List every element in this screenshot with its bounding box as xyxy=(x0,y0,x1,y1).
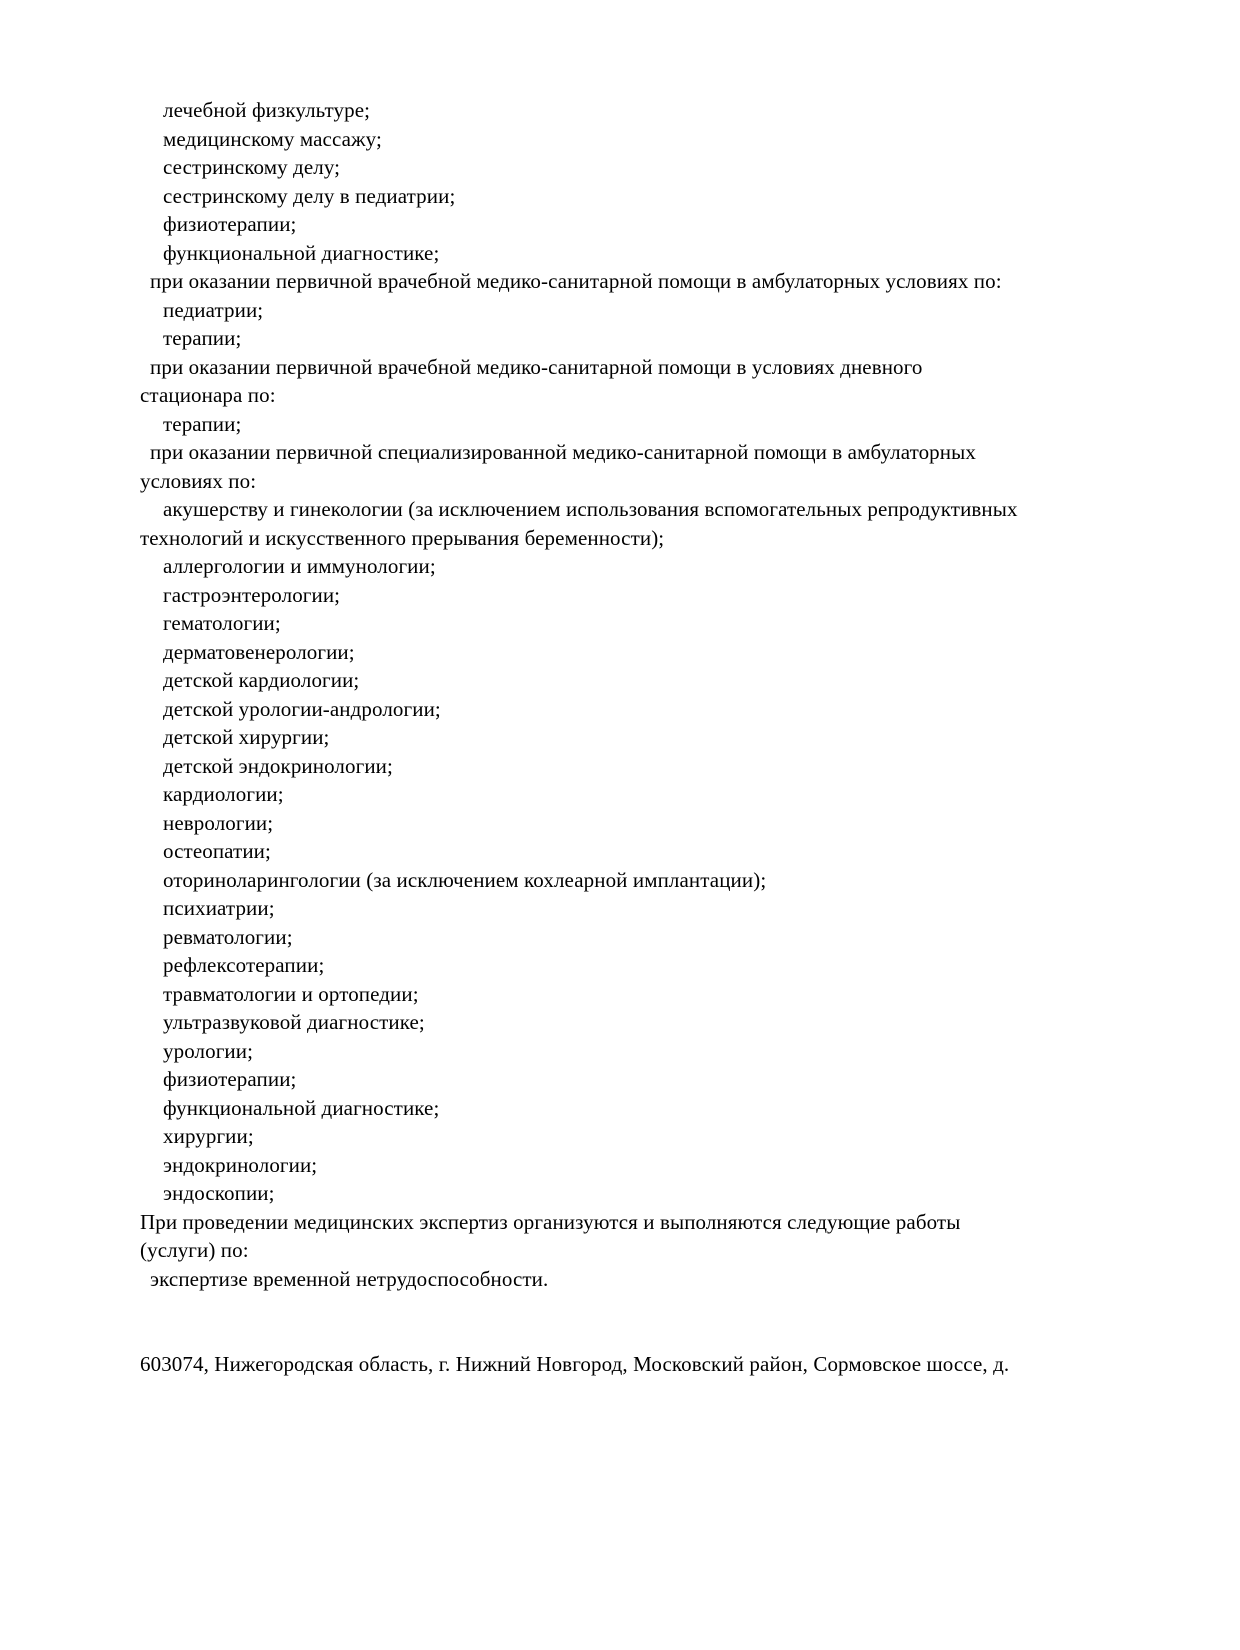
document-line: оториноларингологии (за исключением кохлеарной имплантации); xyxy=(163,867,767,892)
document-line: при оказании первичной врачебной медико-санитарной помощи в условиях дневного xyxy=(150,354,923,379)
document-line: рефлексотерапии; xyxy=(163,953,325,977)
document-line: ультразвуковой диагностике; xyxy=(163,1010,425,1034)
document-line: сестринскому делу в педиатрии; xyxy=(163,183,456,208)
document-line: травматологии и ортопедии; xyxy=(163,981,419,1006)
blank-line xyxy=(140,1322,1130,1351)
document-line: 603074, Нижегородская область, г. Нижний Новгород, Московский район, Сормовское шоссе, д. xyxy=(140,1352,1010,1376)
document-line: при оказании первичной специализированной медико-санитарной помощи в амбулаторных xyxy=(150,440,976,464)
document-line: неврологии; xyxy=(163,810,274,835)
document-line: физиотерапии; xyxy=(163,212,297,236)
document-line: при оказании первичной врачебной медико-санитарной помощи в амбулаторных условиях по: xyxy=(150,269,1002,293)
document-body xyxy=(140,96,1130,1379)
document-line: функциональной диагностике; xyxy=(163,1095,440,1120)
document-line: экспертизе временной нетрудоспособности. xyxy=(150,1266,549,1291)
document-line: физиотерапии; xyxy=(163,1067,297,1091)
document-line: хирургии; xyxy=(163,1124,254,1148)
document-line: урологии; xyxy=(163,1038,254,1063)
document-line: акушерству и гинекологии (за исключением использования вспомогательных репродуктивных xyxy=(163,497,1018,521)
document-line: аллергологии и иммунологии; xyxy=(163,554,436,578)
document-line: эндокринологии; xyxy=(163,1152,318,1177)
document-line: детской эндокринологии; xyxy=(163,753,393,778)
document-line: условиях по: xyxy=(140,468,257,493)
document-line: стационара по: xyxy=(140,383,276,407)
document-line: медицинскому массажу; xyxy=(163,126,382,151)
document-line: кардиологии; xyxy=(163,782,284,806)
document-line: детской хирургии; xyxy=(163,725,330,749)
document-line: гастроэнтерологии; xyxy=(163,582,341,607)
document-line: ревматологии; xyxy=(163,924,293,949)
document-line: При проведении медицинских экспертиз организуются и выполняются следующие работы xyxy=(140,1209,961,1234)
document-line: терапии; xyxy=(163,326,242,350)
document-line: остеопатии; xyxy=(163,839,271,863)
document-line: (услуги) по: xyxy=(140,1238,249,1262)
document-line: детской кардиологии; xyxy=(163,668,360,692)
document-line: лечебной физкультуре; xyxy=(163,98,371,122)
document-line: гематологии; xyxy=(163,611,281,635)
document-line: психиатрии; xyxy=(163,896,275,920)
document-line: сестринскому делу; xyxy=(163,155,341,179)
document-line: педиатрии; xyxy=(163,297,264,322)
document-line: терапии; xyxy=(163,411,242,436)
document-line: функциональной диагностике; xyxy=(163,240,440,265)
document-line: детской урологии-андрологии; xyxy=(163,696,441,721)
document-line: технологий и искусственного прерывания беременности); xyxy=(140,525,665,550)
blank-line xyxy=(140,1293,1130,1322)
document-line: дерматовенерологии; xyxy=(163,639,355,664)
document-line: эндоскопии; xyxy=(163,1181,275,1205)
